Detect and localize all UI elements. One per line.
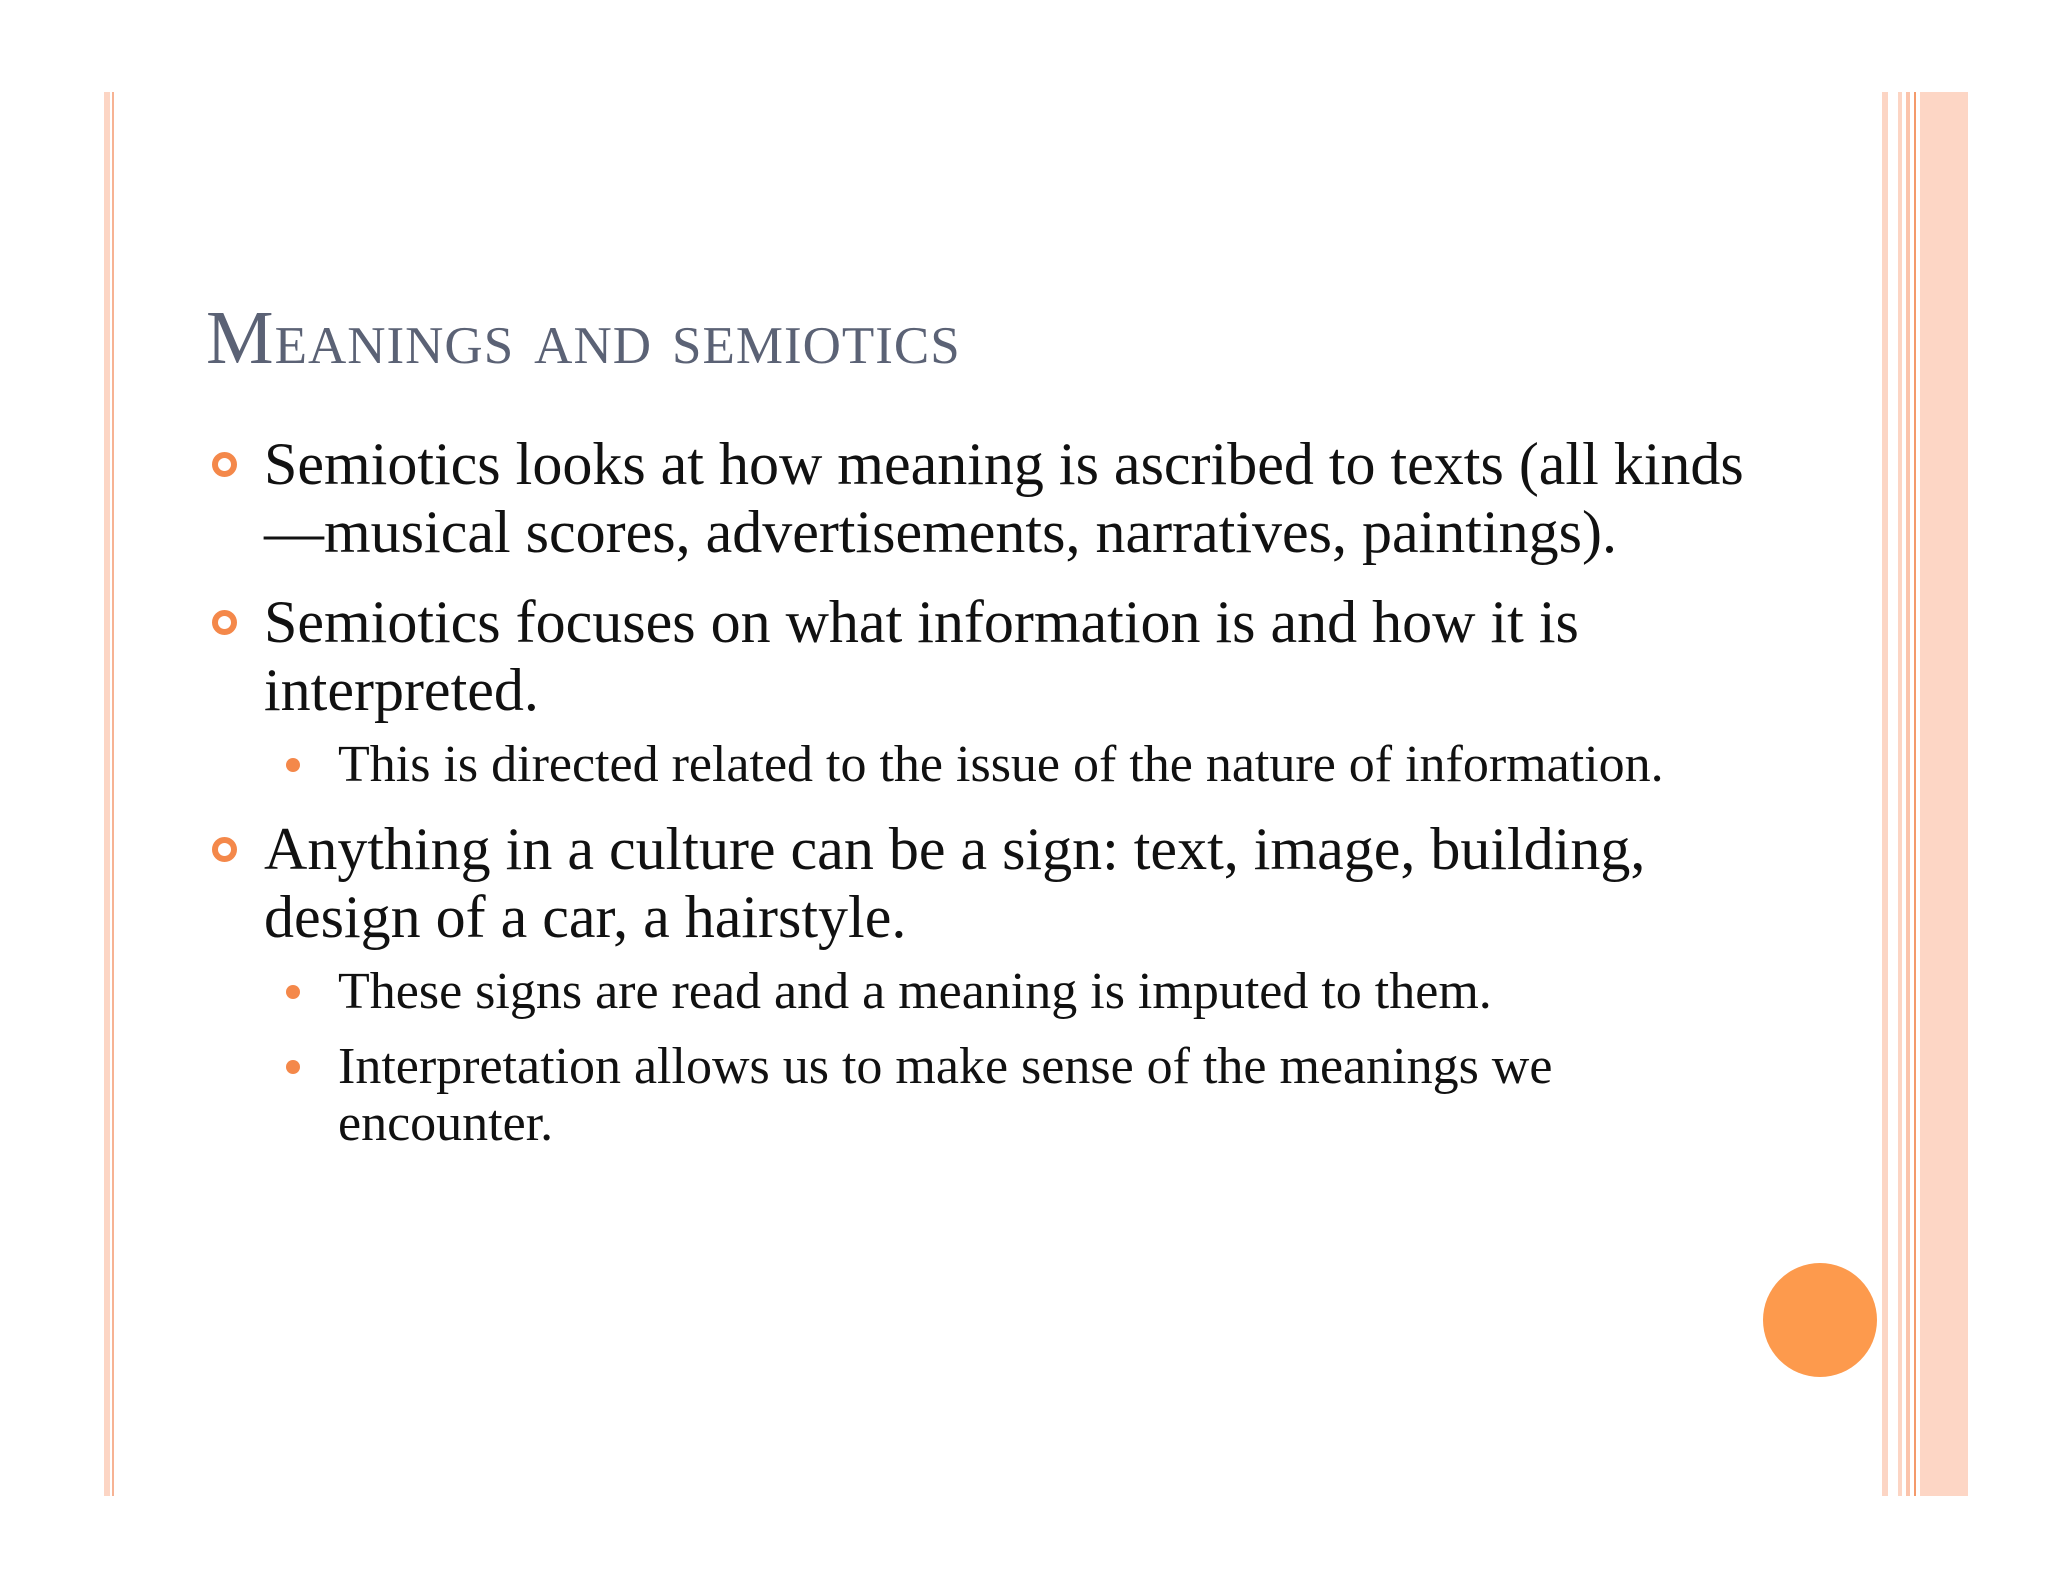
bullet-text: Semiotics focuses on what information is and how it is interpreted. (264, 589, 1579, 723)
slide-title: Meanings and semiotics (206, 296, 961, 380)
sub-bullet-text: Interpretation allows us to make sense of the meanings we encounter. (338, 1038, 1553, 1152)
ring-bullet-icon (212, 610, 237, 635)
dot-bullet-icon (286, 1060, 300, 1074)
decorative-circle (1763, 1263, 1877, 1377)
slide-content (210, 430, 1770, 1174)
sub-bullet-item (210, 963, 1770, 1020)
ring-bullet-icon (212, 837, 237, 862)
right-border-line (1882, 92, 1888, 1496)
left-border-line-accent (112, 92, 114, 1496)
sub-bullet-group (210, 963, 1770, 1152)
dot-bullet-icon (286, 985, 300, 999)
bullet-text: Semiotics looks at how meaning is ascribed to texts (all kinds—musical scores, advertisements, narratives, paintings). (264, 431, 1744, 565)
right-border-line (1906, 92, 1910, 1496)
right-border-band (1920, 92, 1968, 1496)
bullet-item (210, 588, 1770, 724)
bullet-item (210, 815, 1770, 951)
sub-bullet-text: These signs are read and a meaning is imputed to them. (338, 963, 1492, 1020)
dot-bullet-icon (286, 758, 300, 772)
right-border-line-accent (1914, 92, 1916, 1496)
bullet-text: Anything in a culture can be a sign: text, image, building, design of a car, a hairstyle. (264, 816, 1646, 950)
bullet-item (210, 430, 1770, 566)
sub-bullet-item (210, 736, 1770, 793)
left-border-line (104, 92, 110, 1496)
sub-bullet-group (210, 736, 1770, 793)
sub-bullet-text: This is directed related to the issue of the nature of information. (338, 736, 1664, 793)
sub-bullet-item (210, 1038, 1770, 1152)
ring-bullet-icon (212, 452, 237, 477)
right-border-line (1898, 92, 1902, 1496)
